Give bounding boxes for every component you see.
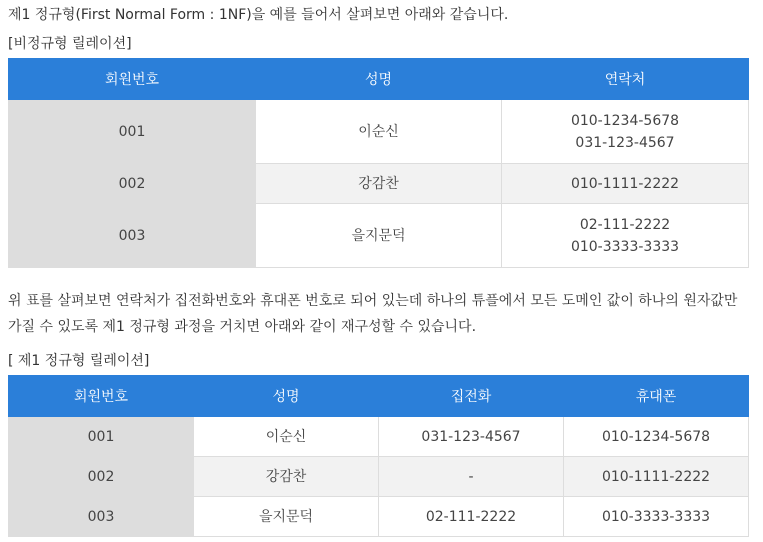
name-cell: 강감찬 [194, 457, 379, 497]
intro-text: 제1 정규형(First Normal Form : 1NF)을 예를 들어서 살펴보면 아래와 같습니다. [8, 7, 509, 23]
home-phone-cell: 02-111-2222 [379, 497, 564, 537]
name-cell: 이순신 [256, 100, 502, 164]
header-member-id: 회원번호 [9, 59, 256, 100]
mobile-phone-cell: 010-1234-5678 [564, 417, 749, 457]
contact-value: 031-123-4567 [575, 134, 675, 151]
header-name: 성명 [256, 59, 502, 100]
member-id-cell: 003 [9, 204, 256, 268]
header-contact: 연락처 [502, 59, 749, 100]
home-phone-cell: 031-123-4567 [379, 417, 564, 457]
table-row [9, 100, 749, 164]
member-id-cell: 001 [9, 417, 194, 457]
table-header-row [9, 376, 749, 417]
member-id-cell: 002 [9, 457, 194, 497]
table-row [9, 457, 749, 497]
member-id-cell: 001 [9, 100, 256, 164]
header-home-phone: 집전화 [379, 376, 564, 417]
contact-value: 010-1234-5678 [570, 112, 680, 129]
contact-value: 02-111-2222 [579, 216, 671, 233]
name-cell: 강감찬 [256, 164, 502, 204]
mobile-phone-cell: 010-1111-2222 [564, 457, 749, 497]
member-id-cell: 002 [9, 164, 256, 204]
table-row [9, 164, 749, 204]
contact-cell [502, 164, 749, 204]
member-id-cell: 003 [9, 497, 194, 537]
table-header-row [9, 59, 749, 100]
mobile-phone-cell: 010-3333-3333 [564, 497, 749, 537]
table1-caption: [비정규형 릴레이션] [8, 36, 132, 52]
header-member-id: 회원번호 [9, 376, 194, 417]
denormalized-table [8, 58, 749, 268]
table-row [9, 417, 749, 457]
name-cell: 을지문덕 [194, 497, 379, 537]
table-row [9, 204, 749, 268]
first-normal-form-table [8, 375, 749, 537]
name-cell: 이순신 [194, 417, 379, 457]
table-row [9, 497, 749, 537]
contact-cell [502, 100, 749, 164]
name-cell: 을지문덕 [256, 204, 502, 268]
explanation-text: 위 표를 살펴보면 연락처가 집전화번호와 휴대폰 번호로 되어 있는데 하나의 튜플에서 모든 도메인 값이 하나의 원자값만 가질 수 있도록 제1 정규형 과정을 거치면 아래와 같이 재구성할 수 있습니다. [8, 293, 738, 335]
header-name: 성명 [194, 376, 379, 417]
contact-value: 010-3333-3333 [570, 238, 680, 255]
contact-cell [502, 204, 749, 268]
home-phone-cell: - [379, 457, 564, 497]
contact-value: 010-1111-2222 [570, 175, 680, 192]
table2-caption: [ 제1 정규형 릴레이션] [8, 353, 150, 369]
header-mobile-phone: 휴대폰 [564, 376, 749, 417]
